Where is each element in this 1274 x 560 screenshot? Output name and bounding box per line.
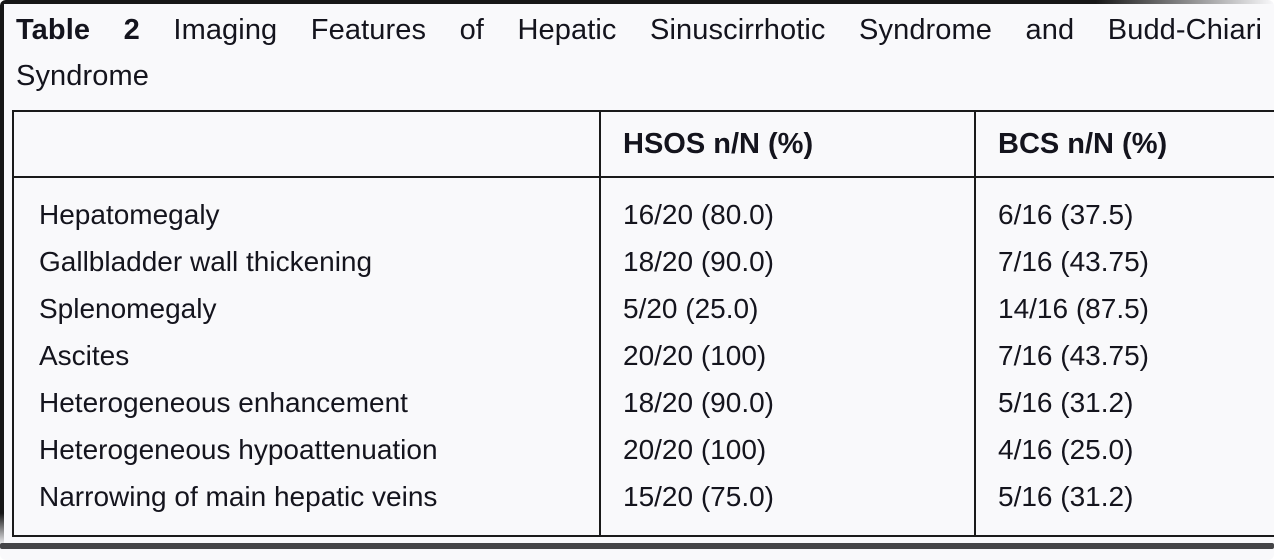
imaging-features-table [12, 110, 1274, 537]
table-bottom-rule [0, 543, 1274, 549]
bcs-value-cell: 7/16 (43.75) [975, 332, 1274, 379]
hsos-value-cell: 5/20 (25.0) [600, 285, 975, 332]
table-row [13, 285, 1274, 332]
table-caption-line2: Syndrome [16, 60, 149, 92]
feature-cell: Heterogeneous hypoattenuation [39, 433, 438, 465]
column-header-bcs: BCS n/N (%) [975, 111, 1274, 177]
bcs-value-cell: 14/16 (87.5) [975, 285, 1274, 332]
column-header-hsos: HSOS n/N (%) [600, 111, 975, 177]
column-header-feature [13, 111, 600, 177]
feature-cell: Splenomegaly [39, 292, 217, 324]
bcs-value-cell: 4/16 (25.0) [975, 426, 1274, 473]
table-caption-line1 [16, 7, 1262, 53]
bcs-value-cell: 7/16 (43.75) [975, 238, 1274, 285]
feature-cell: Narrowing of main hepatic veins [39, 480, 438, 512]
table-header-row [13, 111, 1274, 177]
feature-cell: Gallbladder wall thickening [39, 245, 373, 277]
page-left-edge [0, 0, 4, 546]
table-row [13, 238, 1274, 285]
hsos-value-cell: 16/20 (80.0) [600, 177, 975, 238]
hsos-value-cell: 18/20 (90.0) [600, 238, 975, 285]
table-row [13, 379, 1274, 426]
table-row [13, 473, 1274, 536]
feature-cell: Heterogeneous enhancement [39, 386, 408, 418]
hsos-value-cell: 20/20 (100) [600, 426, 975, 473]
table-caption [16, 7, 1262, 99]
hsos-value-cell: 15/20 (75.0) [600, 473, 975, 536]
hsos-value-cell: 18/20 (90.0) [600, 379, 975, 426]
bcs-value-cell: 6/16 (37.5) [975, 177, 1274, 238]
table-row [13, 177, 1274, 238]
feature-cell: Hepatomegaly [39, 198, 220, 230]
table-caption-text: Imaging Features of Hepatic Sinuscirrhotic Syndrome and Budd-Chiari [173, 14, 1262, 46]
bcs-value-cell: 5/16 (31.2) [975, 379, 1274, 426]
page-top-edge [0, 0, 1274, 4]
table-row [13, 332, 1274, 379]
hsos-value-cell: 20/20 (100) [600, 332, 975, 379]
table-row [13, 426, 1274, 473]
table-caption-number: Table 2 [16, 14, 140, 46]
feature-cell: Ascites [39, 339, 130, 371]
bcs-value-cell: 5/16 (31.2) [975, 473, 1274, 536]
